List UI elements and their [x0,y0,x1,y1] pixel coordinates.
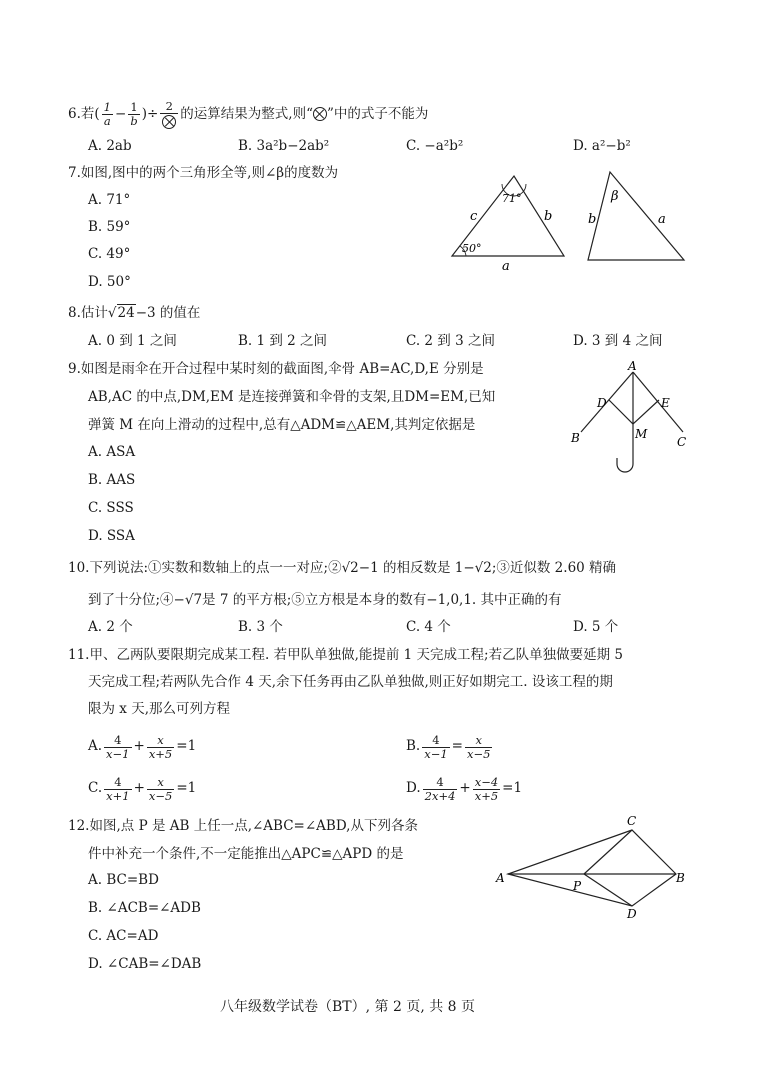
q7-option-b: B. 59° [88,219,131,235]
q7-stem: 7.如图,图中的两个三角形全等,则∠β的度数为 [68,165,339,181]
q6-stem: 6. 若( $\frac{1}{a}$ − $\frac{1}{b}$ )÷ 2 的运算结果为整式,则“ ”中的式子不能为 [68,99,429,128]
q9-option-a: A. ASA [88,444,136,460]
q11-option-b: B. $\frac{4}{x-1}$ = $\frac{x}{x-5}$ [406,733,491,761]
q12-label-p: P [573,879,582,893]
q9-option-b: B. AAS [88,472,136,488]
q11-line-1: 11.甲、乙两队要限期完成某工程. 若甲队单独做,能提前 1 天完成工程;若乙队单独做要延期 5 [68,647,623,663]
q9-label-c: C [677,435,687,449]
q12-option-c: C. AC=AD [88,928,159,944]
q10-option-a: A. 2 个 [88,619,133,635]
q8-option-b: B. 1 到 2 之间 [238,333,328,349]
q7-label-b2: b [588,212,597,227]
q11-option-c: C. $\frac{4}{x+1}$ + $\frac{x}{x-5}$ =1 [88,775,197,803]
q7-label-b: b [544,209,553,224]
page-footer: 八年级数学试卷（BT）, 第 2 页, 共 8 页 [220,999,476,1015]
q8-option-d: D. 3 到 4 之间 [573,333,663,349]
q6-option-c: C. −a²b² [406,138,464,154]
q8-stem: 8.估计√24−3 的值在 [68,305,201,321]
q11-option-d: D. $\frac{4}{2x+4}$ + $\frac{x-4}{x+5}$ =1 [406,775,523,803]
q12-label-d: D [627,907,637,921]
q6-number: 6. [68,105,81,122]
otimes-icon [313,107,327,121]
q9-umbrella-figure [565,360,695,475]
q9-line-1: 9.如图是雨伞在开合过程中某时刻的截面图,伞骨 AB=AC,D,E 分别是 [68,361,484,377]
q9-label-m: M [635,427,648,441]
q7-label-c: c [470,209,478,224]
q9-option-c: C. SSS [88,500,134,516]
q6-option-a: A. 2ab [88,138,132,154]
q8-number: 8. [68,305,81,321]
q7-option-c: C. 49° [88,246,131,262]
q11-number: 11. [68,647,90,663]
q7-number: 7. [68,165,81,181]
q11-line-2: 天完成工程;若两队先合作 4 天,余下任务再由乙队单独做,则正好如期完工. 设该工程的期 [88,674,613,690]
otimes-icon [162,115,176,129]
q6-frac-1b: $\frac{1}{b}$ [130,100,138,128]
q8-option-c: C. 2 到 3 之间 [406,333,495,349]
q9-label-a: A [628,360,637,373]
q9-label-d: D [597,396,607,410]
q7-label-71: 71° [502,192,522,205]
q10-option-b: B. 3 个 [238,619,283,635]
q6-option-d: D. a²−b² [573,138,631,154]
q8-option-a: A. 0 到 1 之间 [88,333,177,349]
q12-option-b: B. ∠ACB=∠ADB [88,900,201,916]
q12-label-b: B [676,871,685,885]
q6-frac-1a: $\frac{1}{a}$ [103,100,111,128]
q12-option-d: D. ∠CAB=∠DAB [88,956,202,972]
q9-line-2: AB,AC 的中点,DM,EM 是连接弹簧和伞骨的支架,且DM=EM,已知 [88,389,496,405]
q9-label-b: B [571,431,580,445]
q10-line-1: 10.下列说法:①实数和数轴上的点一一对应;②√2−1 的相反数是 1−√2;③近似数 2.60 精确 [68,560,617,576]
q10-option-c: C. 4 个 [406,619,451,635]
q10-option-d: D. 5 个 [573,619,619,635]
q12-line-1: 12.如图,点 P 是 AB 上任一点,∠ABC=∠ABD,从下列各条 [68,818,418,834]
q9-line-3: 弹簧 M 在向上滑动的过程中,总有△ADM≌△AEM,其判定依据是 [88,417,476,433]
q12-line-2: 件中补充一个条件,不一定能推出△APC≌△APD 的是 [88,846,404,862]
q6-frac-2-otimes: 2 [160,100,178,129]
q10-line-2: 到了十分位;④−√7是 7 的平方根;⑤立方根是本身的数有−1,0,1. 其中正确的有 [88,592,562,608]
q7-triangles-figure [440,160,700,275]
q9-label-e: E [661,396,670,410]
q12-label-c: C [627,814,637,828]
q7-label-beta: β [611,189,619,204]
q12-option-a: A. BC=BD [88,872,159,888]
q10-number: 10. [68,560,90,576]
q7-label-50: 50° [462,242,482,255]
q9-number: 9. [68,361,81,377]
q12-number: 12. [68,818,90,834]
q9-option-d: D. SSA [88,528,135,544]
q7-option-a: A. 71° [88,192,131,208]
q12-figure [490,812,695,922]
q7-option-d: D. 50° [88,274,131,290]
q11-line-3: 限为 x 天,那么可列方程 [88,701,230,717]
q7-label-a2: a [658,212,666,227]
q7-triangle-right [588,172,684,260]
q7-label-a: a [502,259,510,274]
q6-option-b: B. 3a²b−2ab² [238,138,330,154]
q11-option-a: A. $\frac{4}{x-1}$ + $\frac{x}{x+5}$ =1 [88,733,197,761]
q12-label-a: A [496,871,505,885]
